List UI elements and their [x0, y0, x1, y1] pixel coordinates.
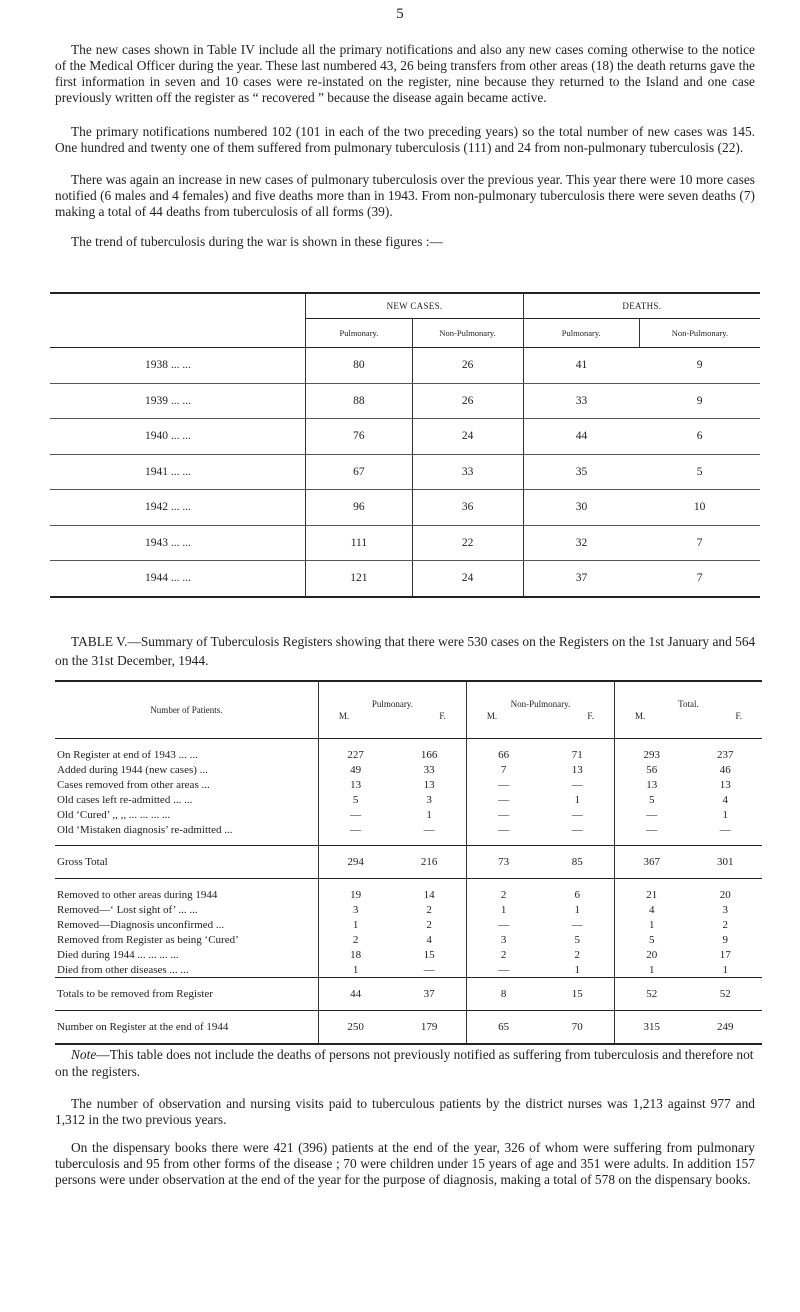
- cell: 17: [719, 948, 731, 961]
- register-row: [55, 962, 762, 978]
- cell: 71: [571, 748, 583, 761]
- header-m: M.: [338, 711, 350, 721]
- row-label: Cases removed from other areas ...: [57, 778, 210, 791]
- cell: 1: [574, 793, 580, 806]
- cell: 8: [466, 978, 540, 1011]
- cell: 9: [639, 383, 760, 419]
- paragraph-nursing-visits: The number of observation and nursing visits paid to tuberculous patients by the district nurses was 1,213 against 977 and 1,312 in the two previous years.: [55, 1096, 755, 1127]
- header-f: F.: [439, 711, 446, 721]
- cell: 166: [420, 748, 438, 761]
- cell: 2: [318, 932, 392, 947]
- cell: —: [571, 918, 583, 931]
- cell: 41: [523, 348, 639, 384]
- sub-header-new-pulmonary: Pulmonary.: [306, 319, 412, 348]
- row-label: Gross Total: [55, 846, 318, 879]
- row-label: Number on Register at the end of 1944: [55, 1011, 318, 1045]
- register-row: [55, 902, 762, 917]
- cell: 1: [722, 808, 728, 821]
- cell: 70: [540, 1011, 614, 1045]
- row-year: 1943 ... ...: [50, 525, 306, 561]
- cell: 26: [412, 383, 523, 419]
- trend-row-1939: [50, 383, 760, 419]
- header-total: Total.: [678, 699, 699, 709]
- cell: 19: [318, 887, 392, 902]
- cell: —: [719, 823, 731, 836]
- cell: 9: [639, 348, 760, 384]
- row-label: Removed—Diagnosis unconfirmed ...: [57, 918, 225, 931]
- row-label: Removed to other areas during 1944: [57, 888, 218, 901]
- register-row: [55, 777, 762, 792]
- cell: 20: [719, 888, 731, 901]
- cell: 3: [318, 902, 392, 917]
- cell: 1: [614, 917, 688, 932]
- cell: —: [466, 962, 540, 978]
- cell: 4: [614, 902, 688, 917]
- cell: 66: [466, 747, 540, 762]
- cell: 32: [523, 525, 639, 561]
- trend-row-1938: [50, 348, 760, 384]
- cell: 250: [318, 1011, 392, 1045]
- cell: 73: [466, 846, 540, 879]
- register-table: [55, 680, 762, 1045]
- cell: —: [571, 778, 583, 791]
- cell: —: [318, 822, 392, 837]
- row-label: Added during 1944 (new cases) ...: [57, 763, 208, 776]
- cell: 76: [306, 419, 412, 455]
- cell: 2: [466, 947, 540, 962]
- cell: 249: [688, 1011, 762, 1045]
- row-label: On Register at end of 1943 ... ...: [57, 748, 198, 761]
- cell: 13: [614, 777, 688, 792]
- cell: 24: [412, 419, 523, 455]
- cell: 4: [426, 933, 432, 946]
- cell: 80: [306, 348, 412, 384]
- cell: 67: [306, 454, 412, 490]
- register-row: [55, 932, 762, 947]
- header-pulmonary: Pulmonary.: [371, 699, 413, 709]
- cell: —: [571, 808, 583, 821]
- register-row: [55, 747, 762, 762]
- cell: 49: [318, 762, 392, 777]
- cell: 9: [722, 933, 728, 946]
- register-row: [55, 822, 762, 837]
- cell: 293: [614, 747, 688, 762]
- cell: 1: [466, 902, 540, 917]
- sub-header-new-non-pulmonary: Non-Pulmonary.: [412, 319, 523, 348]
- cell: 1: [318, 917, 392, 932]
- cell: 88: [306, 383, 412, 419]
- removed-total-row: [55, 978, 762, 1011]
- note-label: Note: [71, 1047, 97, 1062]
- cell: —: [466, 777, 540, 792]
- register-row: [55, 792, 762, 807]
- row-year: 1941 ... ...: [50, 454, 306, 490]
- cell: —: [318, 807, 392, 822]
- row-label: Removed from Register as being ‘Cured’: [57, 933, 239, 946]
- cell: 216: [392, 846, 466, 879]
- header-m: M.: [634, 711, 646, 721]
- cell: —: [614, 822, 688, 837]
- cell: 96: [306, 490, 412, 526]
- cell: 37: [523, 561, 639, 597]
- register-row: [55, 807, 762, 822]
- row-label: Removed—‘ Lost sight of’ ... ...: [57, 903, 198, 916]
- cell: 3: [722, 903, 728, 916]
- cell: 1: [614, 962, 688, 978]
- cell: 121: [306, 561, 412, 597]
- cell: 52: [688, 978, 762, 1011]
- cell: 3: [466, 932, 540, 947]
- cell: 33: [523, 383, 639, 419]
- row-year: 1938 ... ...: [50, 348, 306, 384]
- cell: 5: [614, 792, 688, 807]
- cell: 14: [423, 888, 435, 901]
- trend-row-1943: [50, 525, 760, 561]
- row-label: Totals to be removed from Register: [55, 978, 318, 1011]
- cell: 2: [574, 948, 580, 961]
- sub-header-deaths-pulmonary: Pulmonary.: [523, 319, 639, 348]
- cell: 13: [423, 778, 435, 791]
- cell: 5: [574, 933, 580, 946]
- gross-total-row: [55, 846, 762, 879]
- page-number: 5: [396, 6, 404, 22]
- trend-row-1944: [50, 561, 760, 597]
- row-label: Old cases left re-admitted ... ...: [57, 793, 193, 806]
- cell: 10: [639, 490, 760, 526]
- sub-header-deaths-non-pulmonary: Non-Pulmonary.: [639, 319, 760, 348]
- paragraph-trend-intro: The trend of tuberculosis during the war is shown in these figures :—: [71, 234, 443, 249]
- row-year: 1944 ... ...: [50, 561, 306, 597]
- register-row: [55, 947, 762, 962]
- cell: 13: [719, 778, 731, 791]
- paragraph-dispensary: On the dispensary books there were 421 (396) patients at the end of the year, 326 of whom were suffering from pulmonary tuberculosis and 95 from other forms of the disease ; 70 were children under 15 years of age and 351 were adults. In addition 157 persons were under observation at the end of the year for the purpose of diagnosis, making a total of 578 on the dispensary books.: [55, 1140, 755, 1187]
- cell: 2: [722, 918, 728, 931]
- cell: —: [466, 807, 540, 822]
- cell: —: [423, 823, 435, 836]
- cell: 2: [426, 903, 432, 916]
- cell: 30: [523, 490, 639, 526]
- cell: 7: [639, 561, 760, 597]
- row-label: Died from other diseases ... ...: [57, 963, 189, 976]
- cell: 24: [412, 561, 523, 597]
- cell: 65: [466, 1011, 540, 1045]
- trend-row-1942: [50, 490, 760, 526]
- cell: 301: [688, 846, 762, 879]
- cell: 5: [639, 454, 760, 490]
- cell: 33: [412, 454, 523, 490]
- header-new-cases: NEW CASES.: [306, 293, 523, 319]
- cell: 21: [614, 887, 688, 902]
- cell: 2: [426, 918, 432, 931]
- trend-row-1941: [50, 454, 760, 490]
- cell: 13: [318, 777, 392, 792]
- cell: 6: [574, 888, 580, 901]
- row-year: 1940 ... ...: [50, 419, 306, 455]
- cell: 18: [318, 947, 392, 962]
- header-m: M.: [486, 711, 498, 721]
- cell: 85: [540, 846, 614, 879]
- cell: 2: [466, 887, 540, 902]
- cell: —: [571, 823, 583, 836]
- cell: 227: [318, 747, 392, 762]
- cell: 5: [318, 792, 392, 807]
- header-deaths: DEATHS.: [523, 293, 760, 319]
- row-label: Died during 1944 ... ... ... ...: [57, 948, 179, 961]
- cell: 367: [614, 846, 688, 879]
- cell: 111: [306, 525, 412, 561]
- cell: 315: [614, 1011, 688, 1045]
- cell: 20: [614, 947, 688, 962]
- cell: 44: [318, 978, 392, 1011]
- cell: 1: [722, 963, 728, 976]
- header-number-of-patients: Number of Patients.: [55, 681, 318, 739]
- cell: —: [466, 917, 540, 932]
- paragraph-pulmonary-increase: There was again an increase in new cases of pulmonary tuberculosis over the previous year. This year there were 10 more cases notified (6 males and 4 females) and five deaths more than in 1943. From non-pulmonary tuberculosis there were seven deaths (7) making a total of 44 deaths from tuberculosis of all forms (39).: [55, 172, 755, 219]
- cell: 3: [426, 793, 432, 806]
- paragraph-new-cases: The new cases shown in Table IV include all the primary notifications and also any new cases coming otherwise to the notice of the Medical Officer during the year. These last numbered 43, 26 being transfers from other areas (18) the death returns gave the first information in seven and 10 cases were re-instated on the register, nine because they returned to the Island and one case previously written off the register as “ recovered ” because the disease again became active.: [55, 42, 755, 105]
- cell: 26: [412, 348, 523, 384]
- cell: 1: [574, 903, 580, 916]
- note-text: —This table does not include the deaths of persons not previously notified as suffering from tuberculosis and therefore not on the registers.: [55, 1047, 754, 1079]
- cell: 22: [412, 525, 523, 561]
- cell: 6: [639, 419, 760, 455]
- header-f: F.: [735, 711, 742, 721]
- cell: 1: [426, 808, 432, 821]
- cell: 179: [392, 1011, 466, 1045]
- header-f: F.: [587, 711, 594, 721]
- trend-row-1940: [50, 419, 760, 455]
- cell: 237: [716, 748, 734, 761]
- table-note: [55, 1046, 755, 1080]
- cell: 15: [423, 948, 435, 961]
- cell: 36: [412, 490, 523, 526]
- cell: 44: [523, 419, 639, 455]
- cell: 4: [722, 793, 728, 806]
- table-v-caption: TABLE V.—Summary of Tuberculosis Registers showing that there were 530 cases on the Registers on the 1st January and 564 on the 31st December, 1944.: [55, 634, 756, 668]
- cell: 13: [571, 763, 583, 776]
- register-row: [55, 887, 762, 902]
- cell: 56: [614, 762, 688, 777]
- cell: 1: [318, 962, 392, 978]
- cell: 35: [523, 454, 639, 490]
- row-label: Old ‘Mistaken diagnosis’ re-admitted ...: [57, 823, 233, 836]
- header-non-pulmonary: Non-Pulmonary.: [510, 699, 571, 709]
- cell: 7: [466, 762, 540, 777]
- cell: 7: [639, 525, 760, 561]
- cell: 52: [614, 978, 688, 1011]
- paragraph-primary-notifications: The primary notifications numbered 102 (101 in each of the two preceding years) so the total number of new cases was 145. One hundred and twenty one of them suffered from pulmonary tuberculosis (111) and 24 from non-pulmonary tuberculosis (22).: [55, 124, 755, 155]
- cell: —: [614, 807, 688, 822]
- cell: 37: [392, 978, 466, 1011]
- cell: 5: [614, 932, 688, 947]
- cell: 33: [423, 763, 435, 776]
- cell: 46: [719, 763, 731, 776]
- end-total-row: [55, 1011, 762, 1045]
- row-year: 1942 ... ...: [50, 490, 306, 526]
- row-year: 1939 ... ...: [50, 383, 306, 419]
- trend-table: [50, 292, 760, 598]
- register-row: [55, 917, 762, 932]
- cell: —: [466, 822, 540, 837]
- cell: —: [423, 963, 435, 976]
- cell: 1: [574, 963, 580, 976]
- cell: 294: [318, 846, 392, 879]
- row-label: Old ‘Cured’ ,, ,, ... ... ... ...: [57, 808, 171, 821]
- cell: 15: [540, 978, 614, 1011]
- register-row: [55, 762, 762, 777]
- cell: —: [466, 792, 540, 807]
